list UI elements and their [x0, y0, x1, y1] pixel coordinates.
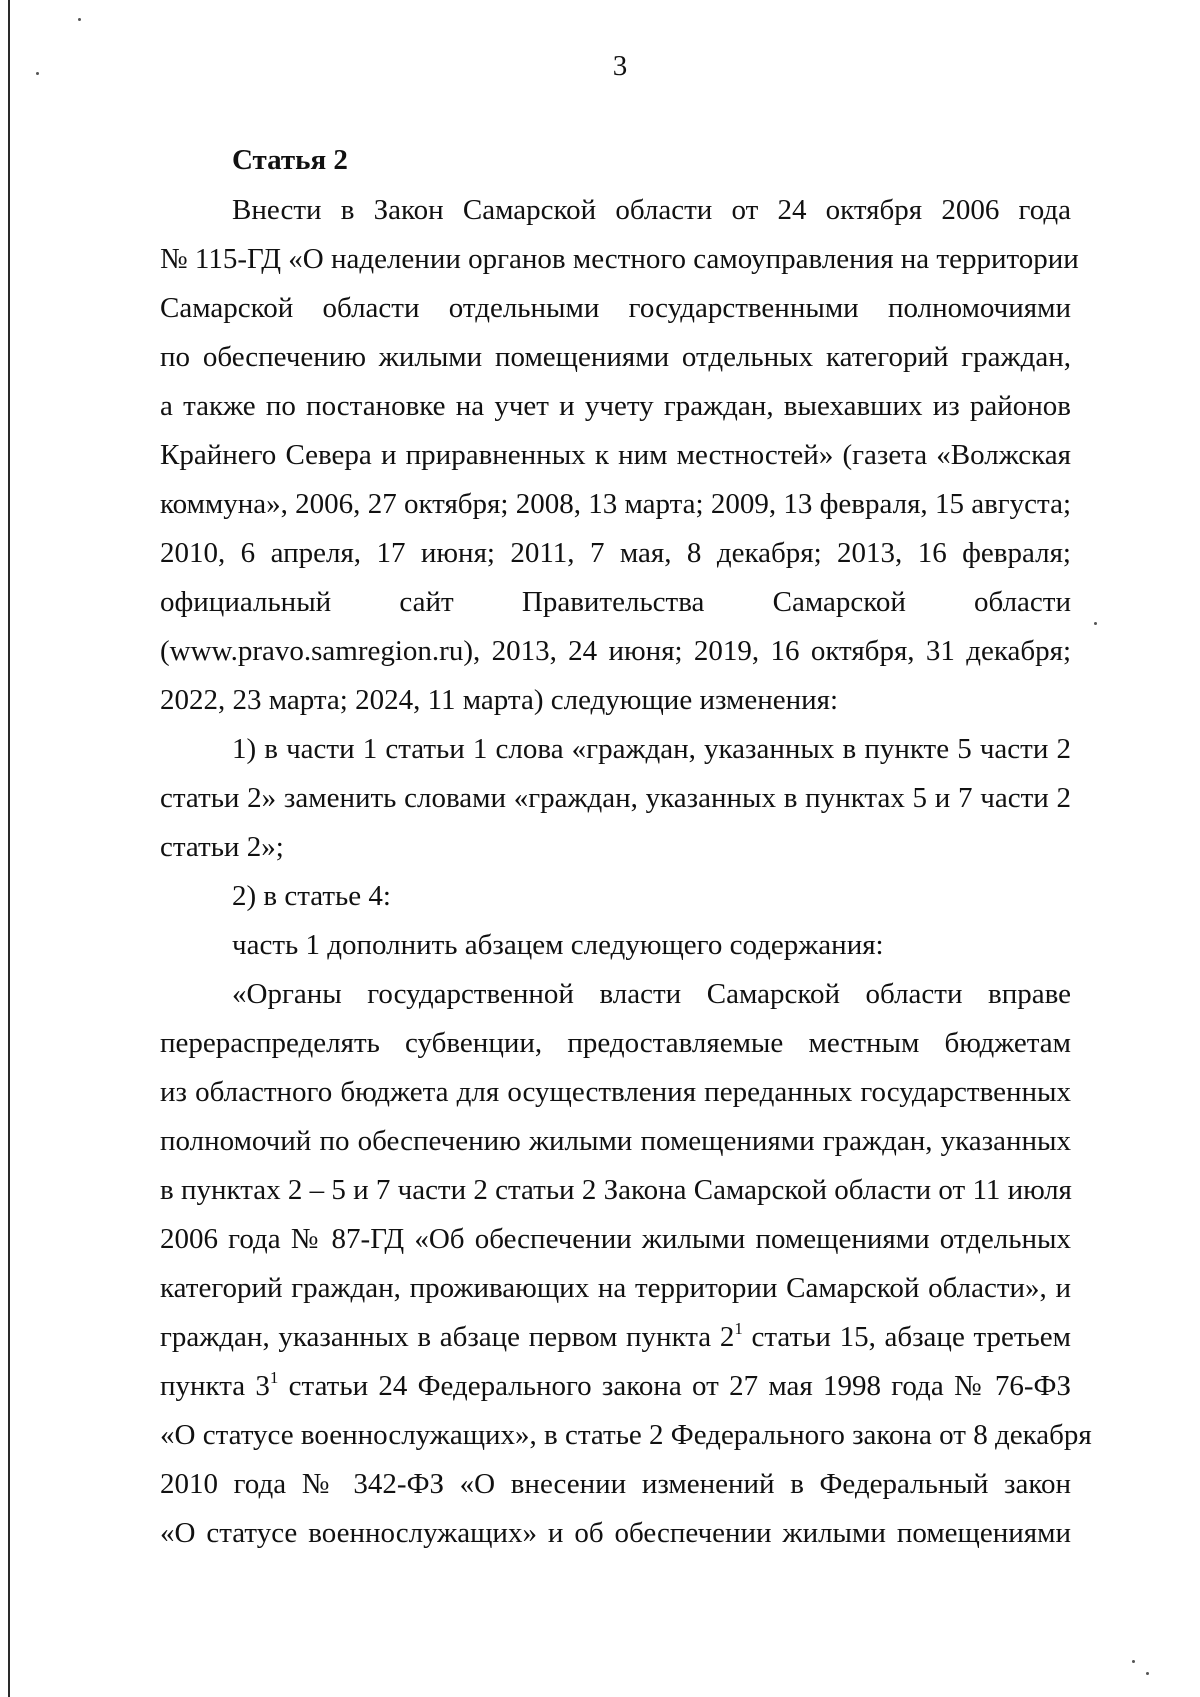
page-number: 3 [612, 50, 628, 82]
text-line: в пунктах 2 – 5 и 7 части 2 статьи 2 Закона Самарской области от 11 июля [160, 1174, 1072, 1206]
text-line: 2006 года № 87-ГД «Об обеспечении жилыми помещениями отдельных [160, 1223, 1071, 1255]
part-1-paragraph [160, 921, 1071, 970]
text-line-with-superscript [160, 1313, 1071, 1362]
text-line: «Органы государственной власти Самарской области вправе [232, 978, 1071, 1010]
text-line: 2010 года № 342-ФЗ «О внесении изменений в Федеральный закон [160, 1468, 1071, 1500]
text-line: № 115-ГД «О наделении органов местного самоуправления на территории [160, 243, 1079, 275]
text-line: часть 1 дополнить абзацем следующего содержания: [232, 929, 884, 961]
text-line: 2010, 6 апреля, 17 июня; 2011, 7 мая, 8 декабря; 2013, 16 февраля; [160, 537, 1071, 569]
scan-speck [1146, 1672, 1149, 1675]
text-line: по обеспечению жилыми помещениями отдельных категорий граждан, [160, 341, 1071, 373]
text-line: полномочий по обеспечению жилыми помещениями граждан, указанных [160, 1125, 1071, 1157]
text-line: Внести в Закон Самарской области от 24 октября 2006 года [232, 194, 1071, 226]
superscript: 1 [269, 1368, 279, 1387]
text-line: категорий граждан, проживающих на территории Самарской области», и [160, 1272, 1071, 1304]
text-line: «О статусе военнослужащих» и об обеспечении жилыми помещениями [160, 1517, 1071, 1549]
text-line: официальный сайт Правительства Самарской области [160, 586, 1071, 618]
text-line: из областного бюджета для осуществления переданных государственных [160, 1076, 1071, 1108]
text-line-with-superscript [160, 1362, 1071, 1411]
text-line: 2) в статье 4: [232, 880, 391, 912]
text-line: коммуна», 2006, 27 октября; 2008, 13 марта; 2009, 13 февраля, 15 августа; [160, 488, 1071, 520]
text-line: Самарской области отдельными государственными полномочиями [160, 292, 1071, 324]
scan-speck [78, 18, 81, 21]
text-segment: пункта 3 [160, 1370, 270, 1402]
document-body [160, 134, 1092, 1558]
scan-speck [1094, 622, 1097, 625]
superscript: 1 [734, 1319, 743, 1338]
text-line: статьи 2»; [160, 831, 284, 863]
text-line: Крайнего Севера и приравненных к ним местностей» (газета «Волжская [160, 439, 1071, 471]
article-heading: Статья 2 [232, 144, 348, 176]
text-line: 2022, 23 марта; 2024, 11 марта) следующие изменения: [160, 684, 839, 716]
item-1-paragraph [160, 725, 1071, 872]
scan-speck [1132, 1660, 1135, 1663]
text-line: перераспределять субвенции, предоставляемые местным бюджетам [160, 1027, 1071, 1059]
item-2-paragraph [160, 872, 1071, 921]
text-segment: статьи 24 Федерального закона от 27 мая 1998 года № 76-ФЗ [278, 1370, 1071, 1402]
text-line: статьи 2» заменить словами «граждан, указанных в пунктах 5 и 7 части 2 [160, 782, 1071, 814]
scan-left-edge [8, 0, 10, 1697]
text-line: 1) в части 1 статьи 1 слова «граждан, указанных в пункте 5 части 2 [232, 733, 1071, 765]
text-segment: граждан, указанных в абзаце первом пункта 2 [160, 1321, 735, 1353]
text-line: а также по постановке на учет и учету граждан, выехавших из районов [160, 390, 1071, 422]
text-line: (www.pravo.samregion.ru), 2013, 24 июня; 2019, 16 октября, 31 декабря; [160, 635, 1071, 667]
text-line: «О статусе военнослужащих», в статье 2 Федерального закона от 8 декабря [160, 1419, 1092, 1451]
text-segment: статьи 15, абзаце третьем [742, 1321, 1071, 1353]
quoted-paragraph [160, 970, 1092, 1558]
intro-paragraph [160, 186, 1079, 725]
